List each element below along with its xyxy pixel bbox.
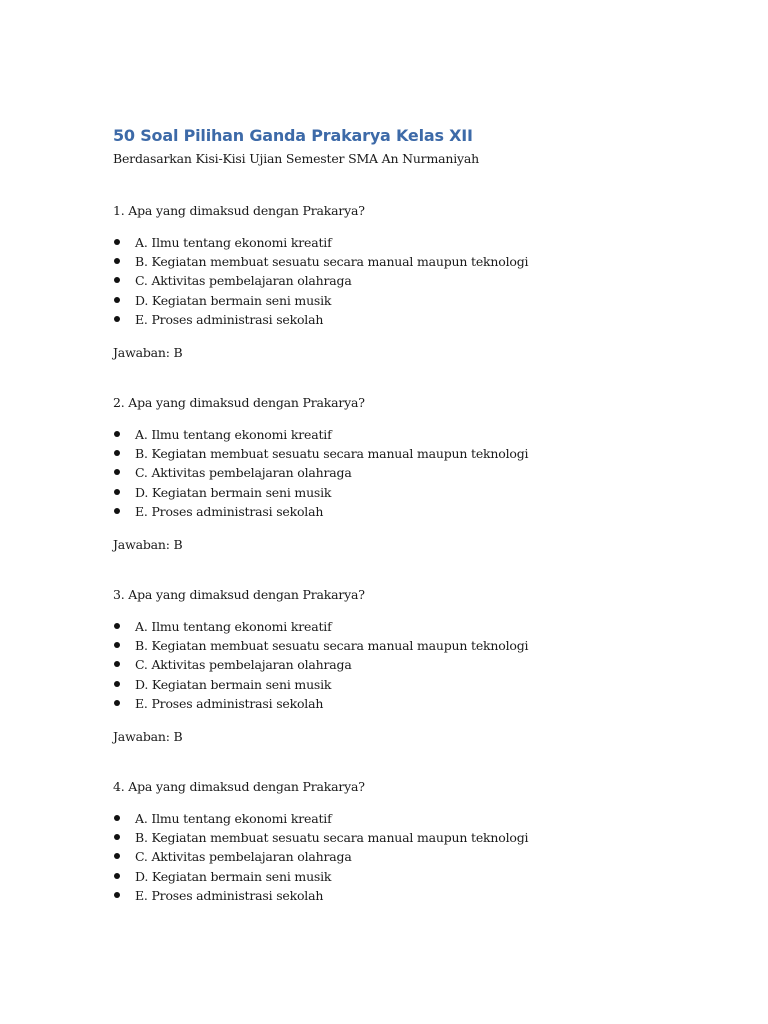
question-text: 2. Apa yang dimaksud dengan Prakarya? xyxy=(113,395,365,410)
bullet-icon xyxy=(114,258,120,264)
option-label: B. Kegiatan membuat sesuatu secara manual maupun teknologi xyxy=(135,254,529,270)
bullet-icon xyxy=(114,450,120,456)
question-block xyxy=(113,777,673,905)
option-label: D. Kegiatan bermain seni musik xyxy=(135,868,332,884)
option-item xyxy=(113,425,673,444)
bullet-icon xyxy=(114,431,120,437)
question-block xyxy=(113,201,673,393)
question-text: 4. Apa yang dimaksud dengan Prakarya? xyxy=(113,779,365,794)
bullet-icon xyxy=(114,700,120,706)
option-item xyxy=(113,233,673,252)
option-list xyxy=(113,233,673,329)
option-label: A. Ilmu tentang ekonomi kreatif xyxy=(135,427,332,442)
option-label: B. Kegiatan membuat sesuatu secara manual maupun teknologi xyxy=(135,638,529,654)
option-label: E. Proses administrasi sekolah xyxy=(135,695,324,711)
option-label: C. Aktivitas pembelajaran olahraga xyxy=(135,465,352,481)
bullet-icon xyxy=(114,642,120,648)
option-item xyxy=(113,867,673,886)
option-item xyxy=(113,809,673,828)
option-label: E. Proses administrasi sekolah xyxy=(135,503,324,519)
option-label: A. Ilmu tentang ekonomi kreatif xyxy=(135,619,332,634)
option-item xyxy=(113,502,673,521)
option-label: C. Aktivitas pembelajaran olahraga xyxy=(135,849,352,865)
option-item xyxy=(113,291,673,310)
document-title: 50 Soal Pilihan Ganda Prakarya Kelas XII xyxy=(113,126,473,145)
spacer xyxy=(113,169,673,201)
question-text: 3. Apa yang dimaksud dengan Prakarya? xyxy=(113,587,365,602)
bullet-icon xyxy=(114,892,120,898)
option-item xyxy=(113,694,673,713)
bullet-icon xyxy=(114,815,120,821)
option-label: B. Kegiatan membuat sesuatu secara manual maupun teknologi xyxy=(135,446,529,462)
option-item xyxy=(113,271,673,290)
answer-text: Jawaban: B xyxy=(113,344,183,360)
option-item xyxy=(113,886,673,905)
answer-text: Jawaban: B xyxy=(113,536,183,552)
bullet-icon xyxy=(114,316,120,322)
option-label: A. Ilmu tentang ekonomi kreatif xyxy=(135,235,332,250)
bullet-icon xyxy=(114,469,120,475)
bullet-icon xyxy=(114,834,120,840)
option-item xyxy=(113,463,673,482)
option-label: C. Aktivitas pembelajaran olahraga xyxy=(135,273,352,289)
bullet-icon xyxy=(114,239,120,245)
bullet-icon xyxy=(114,277,120,283)
option-item xyxy=(113,444,673,463)
option-item xyxy=(113,828,673,847)
bullet-icon xyxy=(114,623,120,629)
option-item xyxy=(113,655,673,674)
document-page xyxy=(113,123,673,905)
bullet-icon xyxy=(114,489,120,495)
option-item xyxy=(113,617,673,636)
question-block xyxy=(113,393,673,585)
question-text: 1. Apa yang dimaksud dengan Prakarya? xyxy=(113,203,365,218)
option-list xyxy=(113,809,673,905)
bullet-icon xyxy=(114,681,120,687)
option-label: A. Ilmu tentang ekonomi kreatif xyxy=(135,811,332,826)
option-item xyxy=(113,847,673,866)
option-label: D. Kegiatan bermain seni musik xyxy=(135,292,332,308)
option-item xyxy=(113,252,673,271)
option-item xyxy=(113,310,673,329)
option-label: D. Kegiatan bermain seni musik xyxy=(135,484,332,500)
question-block xyxy=(113,585,673,777)
option-label: D. Kegiatan bermain seni musik xyxy=(135,676,332,692)
bullet-icon xyxy=(114,508,120,514)
option-label: E. Proses administrasi sekolah xyxy=(135,887,324,903)
answer-text: Jawaban: B xyxy=(113,728,183,744)
bullet-icon xyxy=(114,297,120,303)
bullet-icon xyxy=(114,661,120,667)
bullet-icon xyxy=(114,853,120,859)
option-item xyxy=(113,483,673,502)
option-item xyxy=(113,675,673,694)
bullet-icon xyxy=(114,873,120,879)
option-list xyxy=(113,617,673,713)
document-subtitle: Berdasarkan Kisi-Kisi Ujian Semester SMA An Nurmaniyah xyxy=(113,151,479,166)
option-label: B. Kegiatan membuat sesuatu secara manual maupun teknologi xyxy=(135,830,529,846)
option-list xyxy=(113,425,673,521)
option-item xyxy=(113,636,673,655)
option-label: C. Aktivitas pembelajaran olahraga xyxy=(135,657,352,673)
option-label: E. Proses administrasi sekolah xyxy=(135,311,324,327)
